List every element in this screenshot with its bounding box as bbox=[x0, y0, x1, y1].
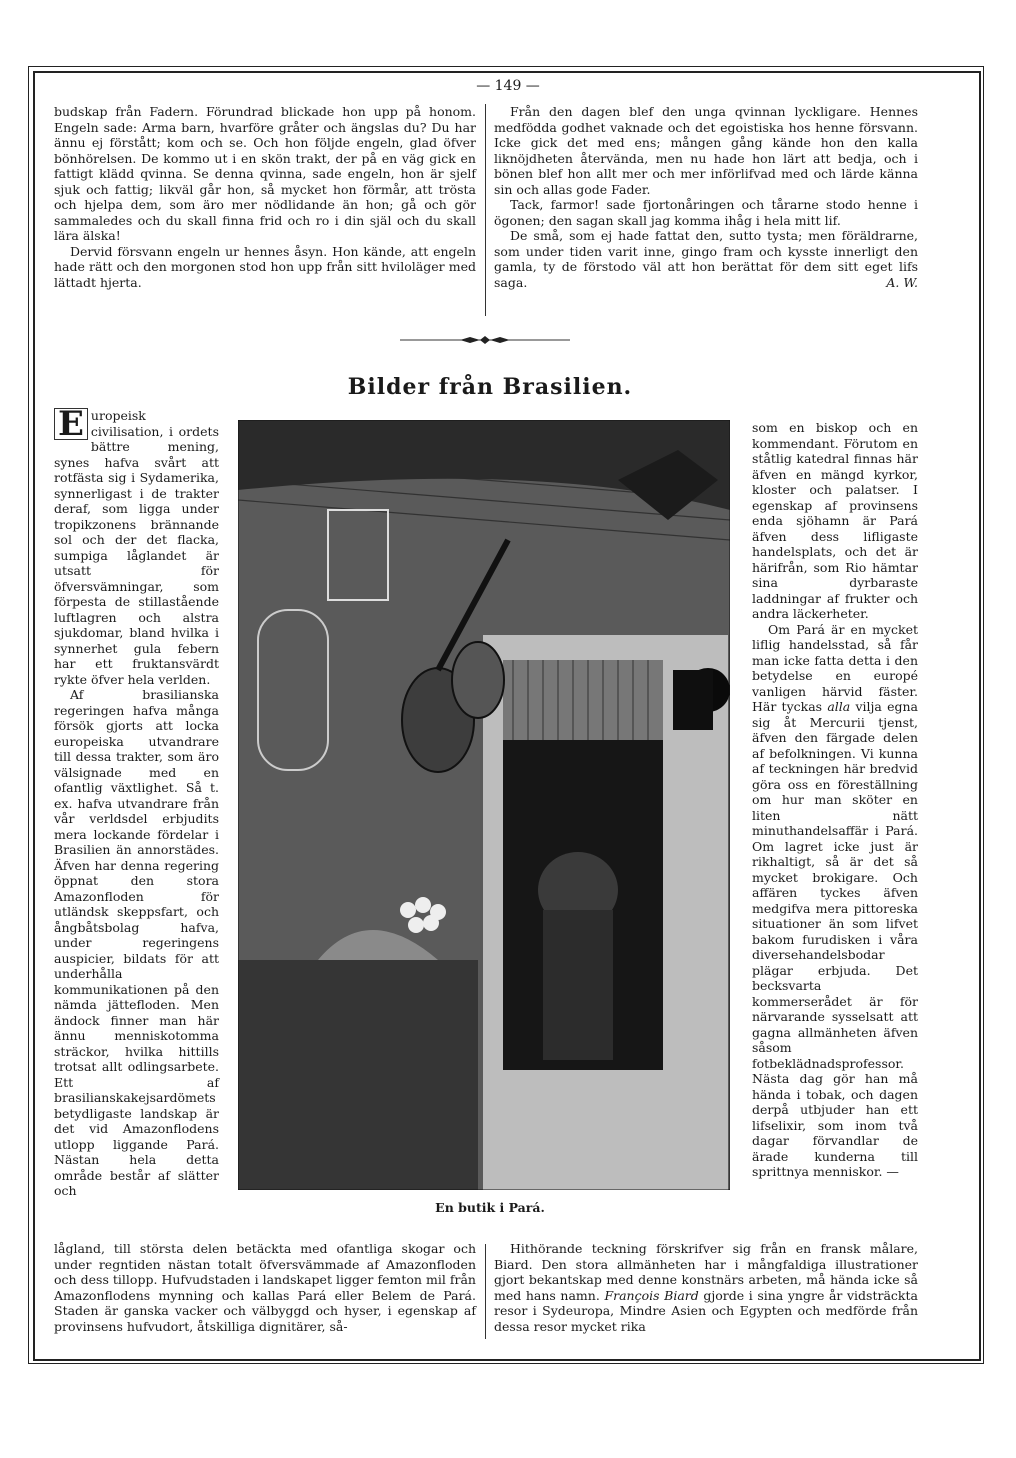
author-signature: A. W. bbox=[886, 274, 918, 290]
top-right-paragraph-3 bbox=[494, 228, 918, 290]
page-number: — 149 — bbox=[476, 78, 540, 94]
section-divider-ornament bbox=[400, 335, 570, 345]
article-title: Bilder från Brasilien. bbox=[347, 374, 633, 400]
top-right-paragraph-3-text: De små, som ej hade fattat den, sutto tysta; men föräldrarne, som under tiden varit inne, gingo fram och kysste innerligt den gamla, ty de förstodo väl att hon berättat för dem sitt eget lifs saga. bbox=[494, 228, 918, 290]
drop-cap: E bbox=[54, 408, 88, 440]
top-left-column bbox=[54, 104, 476, 290]
engraving-shop-in-para bbox=[238, 420, 730, 1190]
top-left-paragraph-1: budskap från Fadern. Förundrad blickade hon upp på honom. Engeln sade: Arma barn, hvarföre gråter och ängslas du? Du har ännu ej förstått; kom och se. Och hon följde engeln, glad öfver bönhörelsen. De kommo ut i en skön trakt, der på en väg gick en fattigt klädd qvinna. Se denna qvinna, sade engeln, hon är sjelf sjuk och fattig; likväl går hon, så mycket hon förmår, att trösta och hjelpa dem, som äro mer nödlidande än hon; gå och gör sammaledes och du skall finna frid och ro i din själ och du skall lära älska! bbox=[54, 104, 476, 243]
top-right-paragraph-2: Tack, farmor! sade fjortonåringen och tårarne stodo henne i ögonen; den sagan skall jag komma ihåg i hela mitt lif. bbox=[494, 197, 918, 228]
bottom-right-column bbox=[494, 1241, 918, 1334]
top-right-column bbox=[494, 104, 918, 290]
top-column-divider bbox=[485, 104, 486, 316]
bottom-column-divider bbox=[485, 1244, 486, 1339]
right-paragraph-2-part-b: vilja egna sig åt Mercurii tjenst, äfven den färgade delen af befolkningen. Vi kunna af teckningen här bredvid göra oss en föreställning om hur man sköter en liten nätt minuthandelsaffär i Pará. Om lagret icke just är rikhaltigt, så är det så mycket brokigare. Och affären tyckes äfven medgifva mera pittoreska situationer än som lifvet bakom furudisken i våra diversehandelsbodar plägar erbjuda. Det becksvarta kommerserådet är för närvarande sysselsatt att gagna allmänheten äfven såsom fotbeklädnadsprofessor. Nästa dag gör han må hända i tobak, och dagen derpå utbjuder han ett lifselixir, som inom två dagar förvandlar de ärade kunderna till sprittnya menniskor. — bbox=[752, 699, 918, 1179]
left-paragraph-2: Af brasilianska regeringen hafva många försök gjorts att locka europeiska utvandrare till dessa trakter, som äro välsignade med en ofantlig växtlighet. Så t. ex. hafva utvandrare från vår verldsdel erbjudits mera lockande fördelar i Brasilien än annorstädes. Äfven har denna regering öppnat den stora Amazonfloden för utländsk skeppsfart, och ångbåtsbolag hafva, under regeringens auspicier, bildats för att underhålla kommunikationen på den nämda jättefloden. Men ändock finner man här ännu menniskotomma sträckor, hvilka hittills trotsat allt odlingsarbete. Ett af brasilianskakejsardömets betydligaste landskap är det vid Amazonflodens utlopp liggande Pará. Nästan hela detta område består af slätter och bbox=[54, 687, 219, 1198]
bottom-right-part-b: gjorde i sina yngre år vidsträckta resor i Sydeuropa, Mindre Asien och Egypten och medförde från dessa resor mycket rika bbox=[494, 1287, 918, 1334]
left-paragraph-1 bbox=[54, 404, 219, 687]
right-paragraph-2 bbox=[752, 622, 918, 1180]
right-paragraph-1: som en biskop och en kommendant. Förutom en ståtlig katedral finnas här äfven en mängd kyrkor, kloster och palatser. I egenskap af provinsens enda sjöhamn är Pará äfven dess lifligaste handelsplats, och det är härifrån, som Rio hämtar sina dyrbaraste laddningar af frukter och andra läckerheter. bbox=[752, 420, 918, 621]
bottom-right-part-a: Hithörande teckning förskrifver sig från en fransk målare, Biard. Den stora allmänheten har i mångfaldiga illustrationer gjort bekantskap med denne konstnärs arbeten, må hända icke så med hans namn. bbox=[494, 1241, 918, 1303]
right-paragraph-2-emphasis: alla bbox=[827, 699, 851, 714]
bottom-left-column: lågland, till största delen betäckta med ofantliga skogar och under regntiden nästan totalt öfversvämmade af Amazonfloden och dess tillopp. Hufvudstaden i landskapet ligger femton mil från Amazonflodens mynning och kallas Pará eller Belem de Pará. Staden är ganska vacker och välbyggd och hyser, i egenskap af provinsens hufvudort, åtskilliga dignitärer, så- bbox=[54, 1241, 476, 1334]
bottom-right-paragraph bbox=[494, 1241, 918, 1334]
top-left-paragraph-2: Dervid försvann engeln ur hennes åsyn. Hon kände, att engeln hade rätt och den morgonen stod hon upp från sitt hviloläger med lättadt hjerta. bbox=[54, 243, 476, 290]
top-right-paragraph-1: Från den dagen blef den unga qvinnan lyckligare. Hennes medfödda godhet vaknade och det egoistiska hos henne försvann. Icke gick det med ens; mången gång kände hon den kalla liknöjdheten återvända, men nu hade hon lärt att bedja, och i bönen blef hon allt mer och mer införlifvad med och lärde känna sin och allas gode Fader. bbox=[494, 104, 918, 197]
right-paragraph-2-part-a: Om Pará är en mycket liflig handelsstad, så får man icke fatta detta i den betydelse en europé vanligen härvid fäster. Här tyckas bbox=[752, 621, 918, 714]
left-paragraph-1-text: uropeisk civilisation, i ordets bättre mening, synes hafva svårt att rotfästa sig i Sydamerika, synnerligast i de trakter deraf, som ligga under tropikzonens brännande sol och der det flacka, sumpiga låglandet är utsatt för öfversvämningar, som förpesta de stillastående luftlagren och alstra sjukdomar, bland hvilka i synnerhet gula febern har ett fruktansvärdt rykte öfver hela verlden. bbox=[54, 408, 219, 687]
illustration-caption: En butik i Pará. bbox=[435, 1200, 545, 1215]
right-narrow-column bbox=[752, 420, 918, 1180]
left-narrow-column bbox=[54, 404, 219, 1199]
bottom-right-emphasis: François Biard bbox=[604, 1287, 699, 1303]
